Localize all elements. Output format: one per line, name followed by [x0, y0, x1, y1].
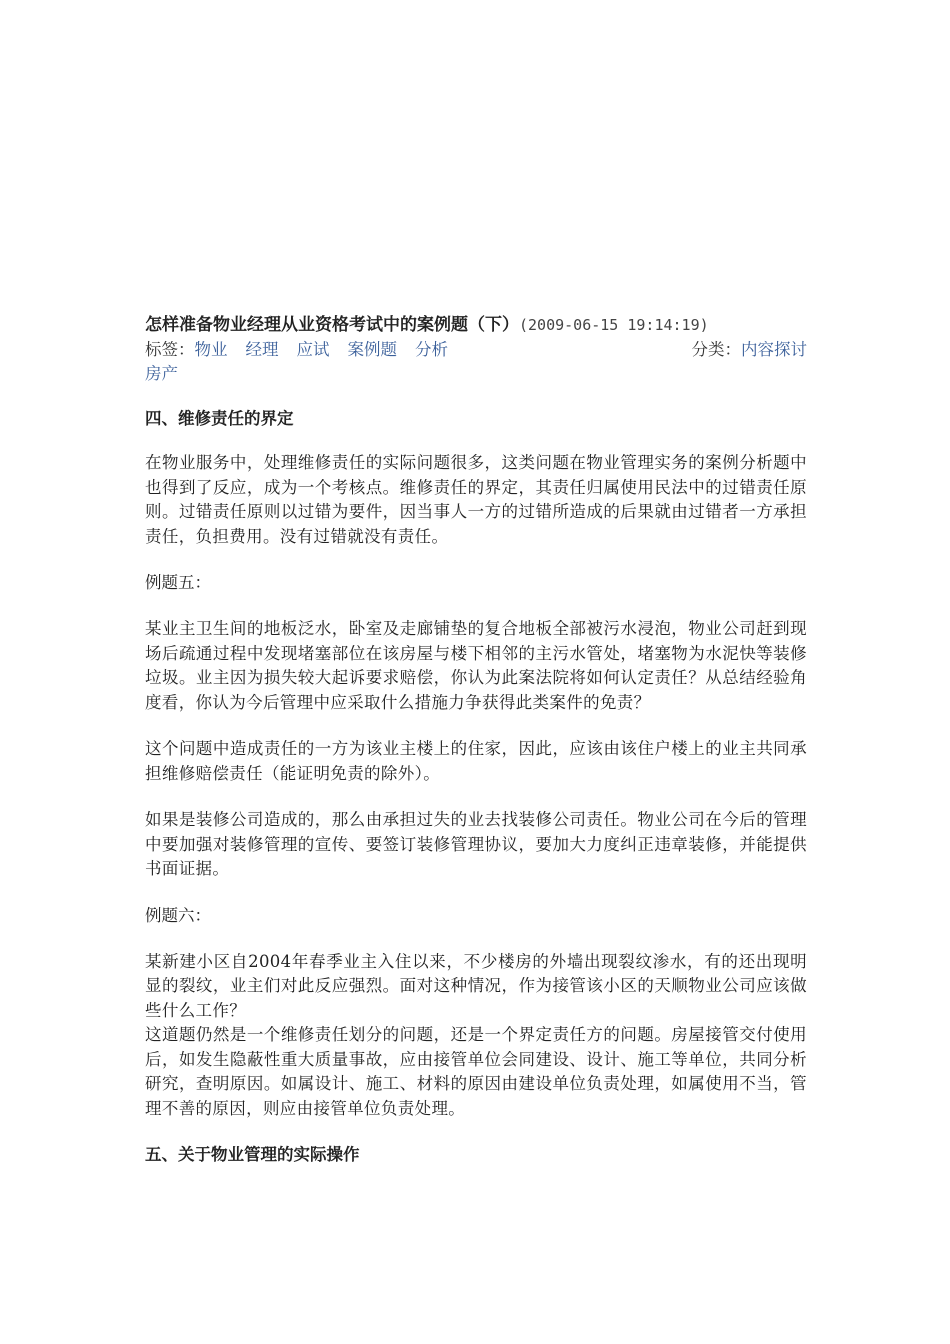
- tag-link-yingshi[interactable]: 应试: [296, 340, 330, 359]
- tag-link-jingli[interactable]: 经理: [245, 340, 279, 359]
- tags-label: 标签：: [145, 340, 195, 359]
- section-heading-4: 四、维修责任的界定: [145, 409, 294, 428]
- article-date: (2009-06-15 19:14:19): [519, 316, 709, 334]
- example-6-label: 例题六：: [145, 905, 211, 925]
- section-heading-5: 五、关于物业管理的实际操作: [145, 1145, 360, 1164]
- tag-link-fenxi[interactable]: 分析: [415, 340, 448, 359]
- category-label: 分类：: [691, 340, 741, 359]
- example-5-answer-2: 如果是装修公司造成的，那么由承担过失的业去找装修公司责任。物业公司在今后的管理中要加强对装修管理的宣传、要签订装修管理协议，要加大力度纠正违章装修，并能提供书面证据。: [145, 810, 807, 878]
- tag-link-anliti[interactable]: 案例题: [347, 340, 397, 359]
- article-title: 怎样准备物业经理从业资格考试中的案例题（下）: [145, 315, 519, 335]
- example-6-question: 某新建小区自2004年春季业主入住以来，不少楼房的外墙出现裂纹渗水，有的还出现明显的裂纹，业主们对此反应强烈。面对这种情况，作为接管该小区的天顺物业公司应该做些什么工作？: [145, 951, 807, 1020]
- example-6-answer: 这道题仍然是一个维修责任划分的问题，还是一个界定责任方的问题。房屋接管交付使用后，如发生隐蔽性重大质量事故，应由接管单位会同建设、设计、施工等单位，共同分析研究，查明原因。如属设计、施工、材料的原因由建设单位负责处理，如属使用不当，管理不善的原因，则应由接管单位负责处理。: [145, 1025, 807, 1118]
- tag-link-wuye[interactable]: 物业: [194, 340, 228, 359]
- section-4-intro: 在物业服务中，处理维修责任的实际问题很多，这类问题在物业管理实务的案例分析题中也得到了反应，成为一个考核点。维修责任的界定，其责任归属使用民法中的过错责任原则。过错责任原则以过错为要件，因当事人一方的过错所造成的后果就由过错者一方承担责任，负担费用。没有过错就没有责任。: [145, 453, 807, 546]
- category-link[interactable]: 内容探讨: [741, 340, 807, 359]
- example-5-label: 例题五：: [145, 573, 211, 592]
- subcategory-line: [145, 362, 807, 386]
- article-meta: [145, 338, 807, 362]
- category: [692, 338, 808, 362]
- article-title-line: [145, 312, 807, 338]
- subcategory-link[interactable]: 房产: [145, 364, 178, 383]
- example-5-question: 某业主卫生间的地板泛水，卧室及走廊铺垫的复合地板全部被污水浸泡，物业公司赶到现场后疏通过程中发现堵塞部位在该房屋与楼下相邻的主污水管处，堵塞物为水泥快等装修垃圾。业主因为损失较大起诉要求赔偿，你认为此案法院将如何认定责任？从总结经验角度看，你认为今后管理中应采取什么措施力争获得此类案件的免责？: [145, 619, 807, 712]
- example-5-answer-1: 这个问题中造成责任的一方为该业主楼上的住家，因此，应该由该住户楼上的业主共同承担维修赔偿责任（能证明免责的除外）。: [145, 739, 807, 783]
- article-page: [145, 312, 807, 1187]
